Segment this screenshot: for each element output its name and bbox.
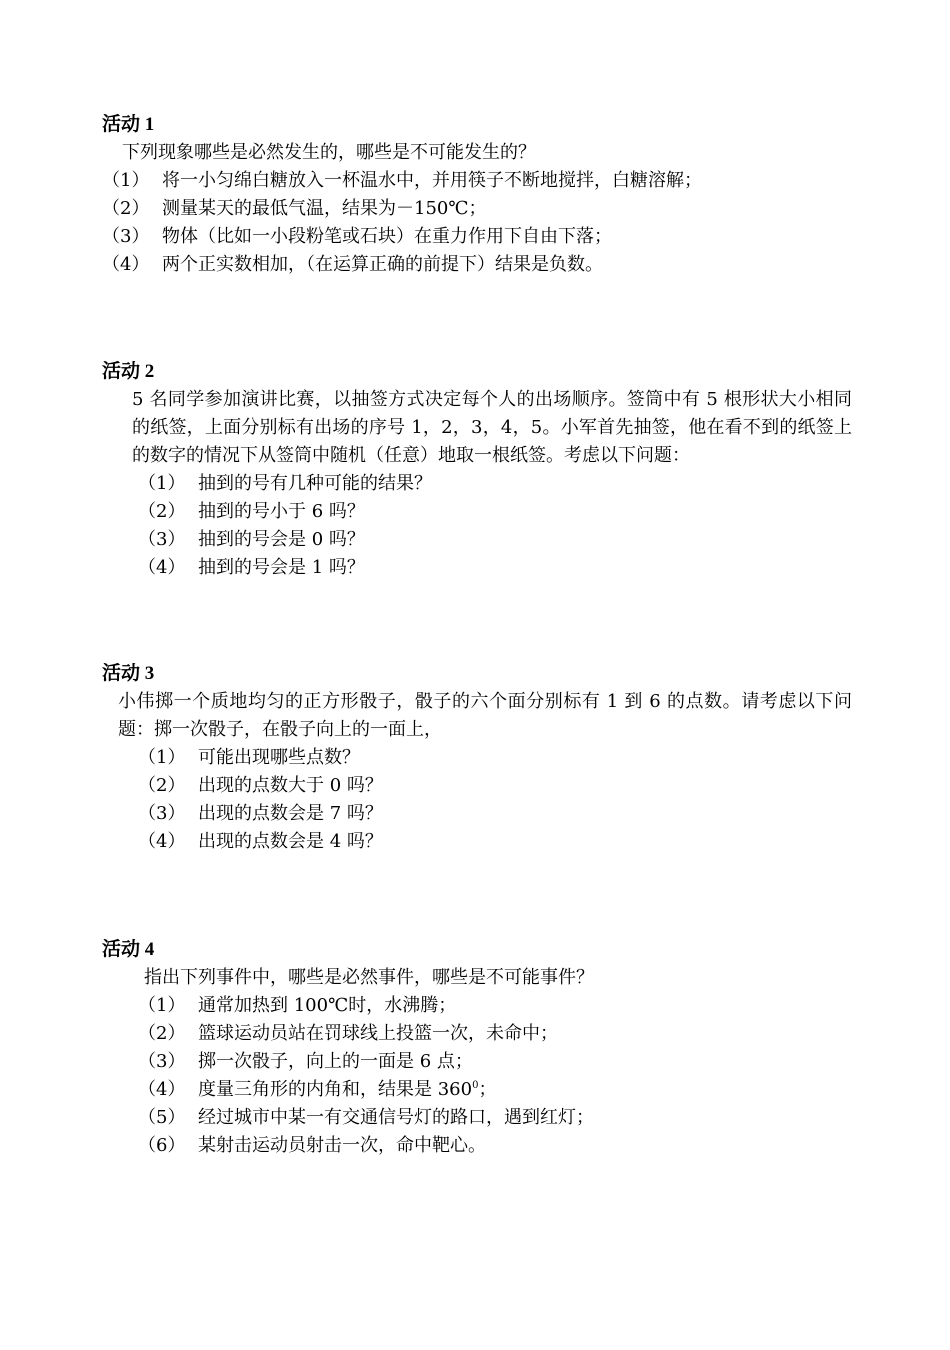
item-number: （3） xyxy=(138,529,186,550)
item-number: （2） xyxy=(138,775,186,796)
item-number: （1） xyxy=(138,995,186,1016)
item-text: 抽到的号有几种可能的结果？ xyxy=(198,473,432,494)
item-text: 两个正实数相加，（在运算正确的前提下）结果是负数。 xyxy=(162,254,603,275)
item-text: 抽到的号小于 6 吗？ xyxy=(198,501,365,522)
activity-2-item-1 xyxy=(102,470,852,498)
degree-superscript: 0 xyxy=(472,1080,479,1091)
activity-3-item-3 xyxy=(102,800,852,828)
item-text: 篮球运动员站在罚球线上投篮一次，未命中； xyxy=(198,1023,558,1044)
activity-1-item-1 xyxy=(102,167,852,195)
item-text: 出现的点数会是 7 吗？ xyxy=(198,803,383,824)
item-number: （2） xyxy=(102,198,150,219)
activity-1-title: 活动 1 xyxy=(102,114,155,135)
item-number: （3） xyxy=(102,226,150,247)
activity-3-section xyxy=(102,660,852,856)
item-number: （6） xyxy=(138,1135,186,1156)
item-number: （4） xyxy=(138,831,186,852)
item-text: 抽到的号会是 0 吗？ xyxy=(198,529,365,550)
item-text-tail: ； xyxy=(478,1079,497,1100)
item-text: 将一小匀绵白糖放入一杯温水中，并用筷子不断地搅拌，白糖溶解； xyxy=(162,170,702,191)
item-text: 某射击运动员射击一次，命中靶心。 xyxy=(198,1135,486,1156)
item-number: （3） xyxy=(138,803,186,824)
item-text: 出现的点数会是 4 吗？ xyxy=(198,831,383,852)
item-number: （1） xyxy=(138,747,186,768)
activity-2-section xyxy=(102,358,852,582)
activity-4-title: 活动 4 xyxy=(102,939,155,960)
item-number: （4） xyxy=(138,557,186,578)
activity-4-item-4 xyxy=(102,1076,852,1104)
activity-3-item-2 xyxy=(102,772,852,800)
activity-4-section xyxy=(102,936,852,1160)
item-text xyxy=(198,1076,496,1104)
item-number: （4） xyxy=(138,1079,186,1100)
item-text: 经过城市中某一有交通信号灯的路口，遇到红灯； xyxy=(198,1107,594,1128)
activity-3-item-1 xyxy=(102,744,852,772)
item-text: 掷一次骰子，向上的一面是 6 点； xyxy=(198,1051,473,1072)
activity-4-item-3 xyxy=(102,1048,852,1076)
activity-4-intro: 指出下列事件中，哪些是必然事件，哪些是不可能事件？ xyxy=(144,967,594,988)
activity-2-title: 活动 2 xyxy=(102,361,155,382)
item-text: 物体（比如一小段粉笔或石块）在重力作用下自由下落； xyxy=(162,226,612,247)
item-text: 出现的点数大于 0 吗？ xyxy=(198,775,383,796)
activity-4-item-6 xyxy=(102,1132,852,1160)
activity-3-title: 活动 3 xyxy=(102,663,155,684)
activity-4-item-1 xyxy=(102,992,852,1020)
activity-4-item-5 xyxy=(102,1104,852,1132)
item-text: 可能出现哪些点数？ xyxy=(198,747,360,768)
activity-3-intro: 小伟掷一个质地均匀的正方形骰子，骰子的六个面分别标有 1 到 6 的点数。请考虑以下问题：掷一次骰子，在骰子向上的一面上， xyxy=(118,691,852,740)
item-number: （5） xyxy=(138,1107,186,1128)
item-number: （1） xyxy=(102,170,150,191)
item-number: （2） xyxy=(138,501,186,522)
activity-2-item-2 xyxy=(102,498,852,526)
activity-1-item-3 xyxy=(102,223,852,251)
item-number: （4） xyxy=(102,254,150,275)
activity-2-item-3 xyxy=(102,526,852,554)
item-number: （1） xyxy=(138,473,186,494)
item-text: 测量某天的最低气温，结果为－150℃； xyxy=(162,198,487,219)
activity-1-section xyxy=(102,111,852,279)
activity-1-item-2 xyxy=(102,195,852,223)
item-number: （2） xyxy=(138,1023,186,1044)
activity-1-item-4 xyxy=(102,251,852,279)
activity-3-item-4 xyxy=(102,828,852,856)
activity-2-item-4 xyxy=(102,554,852,582)
item-number: （3） xyxy=(138,1051,186,1072)
activity-1-intro: 下列现象哪些是必然发生的，哪些是不可能发生的？ xyxy=(122,142,536,163)
activity-4-item-2 xyxy=(102,1020,852,1048)
item-text: 抽到的号会是 1 吗？ xyxy=(198,557,365,578)
item-text: 通常加热到 100℃时，水沸腾； xyxy=(198,995,457,1016)
activity-2-intro: 5 名同学参加演讲比赛，以抽签方式决定每个人的出场顺序。签筒中有 5 根形状大小相同的纸签，上面分别标有出场的序号 1，2，3，4，5。小军首先抽签，他在看不到的纸签上的数字的情况下从签筒中随机（任意）地取一根纸签。考虑以下问题： xyxy=(132,389,852,466)
item-text-main: 度量三角形的内角和，结果是 360 xyxy=(198,1079,473,1100)
